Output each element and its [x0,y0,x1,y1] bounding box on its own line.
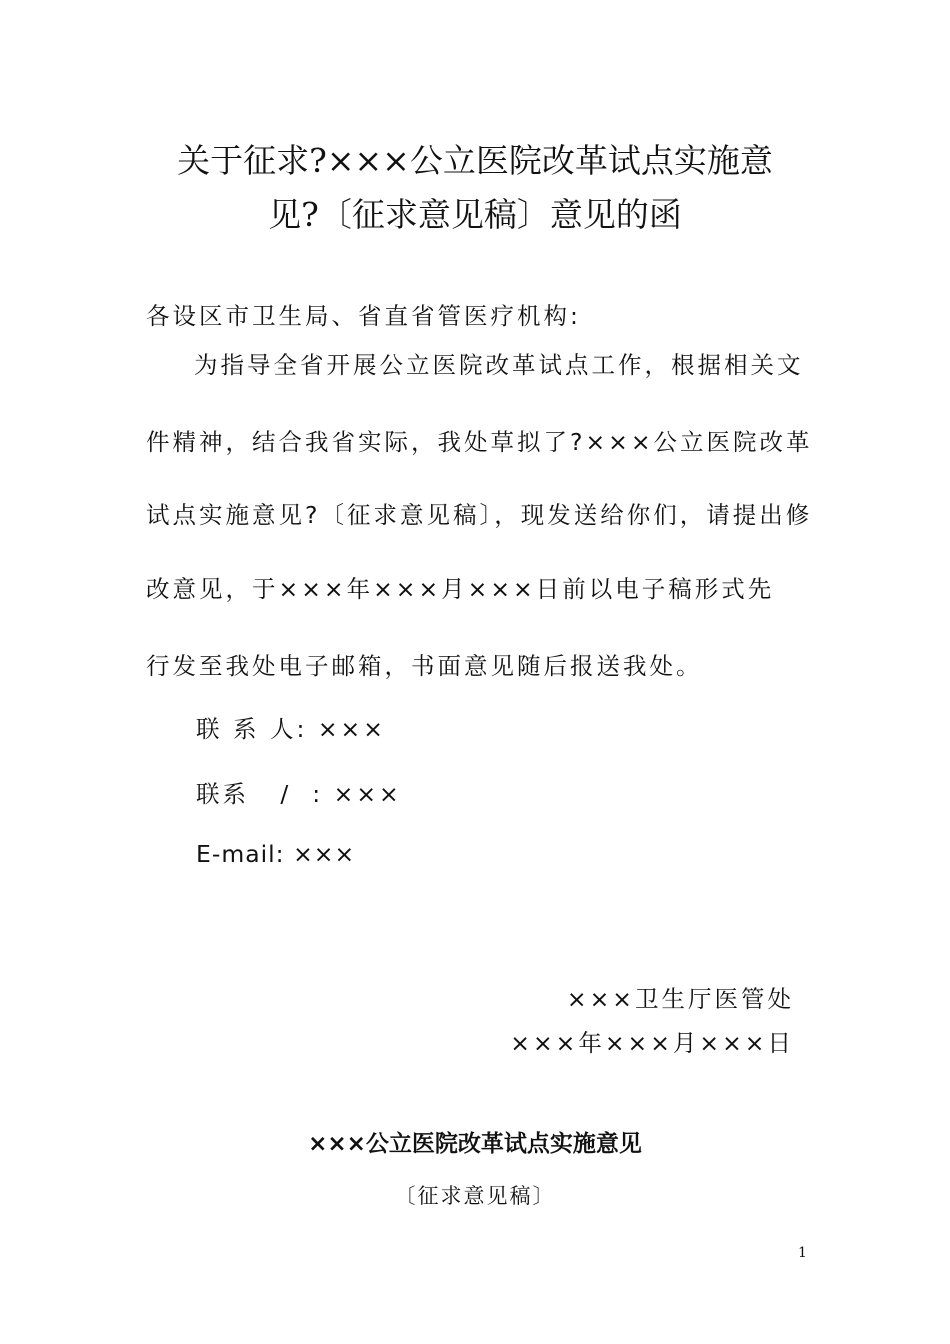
sender-name: ×××卫生厅医管处 [566,985,794,1013]
body-line-1: 为指导全省开展公立医院改革试点工作，根据相关文 [194,351,804,379]
section-subtitle: 〔征求意见稿〕 [394,1184,556,1208]
section-title: ×××公立医院改革试点实施意见 [308,1131,642,1157]
page-number: 1 [798,1245,807,1261]
title-line-2: 见?〔征求意见稿〕意见的函 [268,195,682,234]
body-line-3: 试点实施意见?〔征求意见稿〕，现发送给你们，请提出修 [146,501,813,529]
contact-person: 联 系 人: ××× [196,715,386,743]
body-line-4: 改意见，于×××年×××月×××日前以电子稿形式先 [146,575,775,603]
contact-phone: 联系 / : ××× [196,780,402,808]
body-line-2: 件精神，结合我省实际，我处草拟了?×××公立医院改革 [146,428,813,456]
salutation: 各设区市卫生局、省直省管医疗机构: [146,302,581,330]
body-line-5: 行发至我处电子邮箱，书面意见随后报送我处。 [146,652,703,680]
title-line-1: 关于征求?×××公立医院改革试点实施意 [177,141,773,180]
contact-email: E-mail: ××× [196,840,356,868]
document-title [100,134,850,242]
sender-date: ×××年×××月×××日 [510,1029,794,1057]
